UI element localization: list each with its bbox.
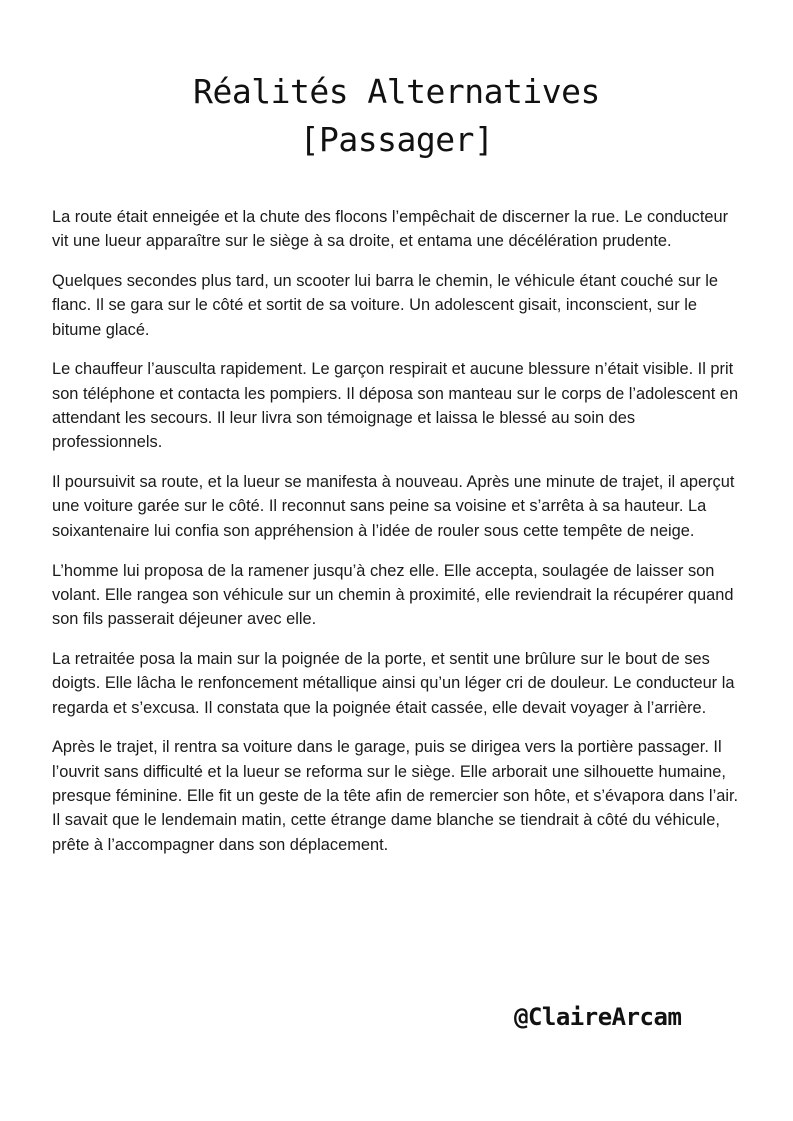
paragraph-3: Le chauffeur l’ausculta rapidement. Le garçon respirait et aucune blessure n’était visible. Il prit son téléphone et contacta les pompiers. Il déposa son manteau sur le corps de l’adolescent en attendant les secours. Il leur livra son témoignage et laissa le blessé au soin des professionnels. xyxy=(52,360,739,452)
paragraph-7: Après le trajet, il rentra sa voiture dans le garage, puis se dirigea vers la portière passager. Il l’ouvrit sans difficulté et la lueur se reforma sur le siège. Elle arborait une silhouette humaine, presque féminine. Elle fit un geste de la tête afin de remercier son hôte, et s’évapora dans l’air. Il savait que le lendemain matin, cette étrange dame blanche se tiendrait à côté du véhicule, prête à l’accompagner dans son déplacement. xyxy=(52,738,739,854)
author-signature: @ClaireArcam xyxy=(514,1003,682,1031)
paragraph-1: La route était enneigée et la chute des flocons l’empêchait de discerner la rue. Le conducteur vit une lueur apparaître sur le siège à sa droite, et entama une décélération prudente. xyxy=(52,208,729,251)
title-line-2: [Passager] xyxy=(299,120,494,159)
story-body xyxy=(52,205,742,872)
paragraph-2: Quelques secondes plus tard, un scooter lui barra le chemin, le véhicule étant couché sur le flanc. Il se gara sur le côté et sortit de sa voiture. Un adolescent gisait, inconscient, sur le bitume glacé. xyxy=(52,272,719,339)
paragraph-6: La retraitée posa la main sur la poignée de la porte, et sentit une brûlure sur le bout de ses doigts. Elle lâcha le renfoncement métallique ainsi qu’un léger cri de douleur. Le conducteur la regarda et s’excusa. Il constata que la poignée était cassée, elle devait voyager à l’arrière. xyxy=(52,649,735,717)
paragraph-5: L’homme lui proposa de la ramener jusqu’à chez elle. Elle accepta, soulagée de laisser son volant. Elle rangea son véhicule sur un chemin à proximité, elle reviendrait la récupérer quand son fils passerait déjeuner avec elle. xyxy=(52,561,734,629)
page-title xyxy=(0,68,793,164)
paragraph-4: Il poursuivit sa route, et la lueur se manifesta à nouveau. Après une minute de trajet, il aperçut une voiture garée sur le côté. Il reconnut sans peine sa voisine et s’arrêta à sa hauteur. La soixantenaire lui confia son appréhension à l’idée de rouler sous cette tempête de neige. xyxy=(52,473,735,540)
title-line-1: Réalités Alternatives xyxy=(193,72,600,111)
